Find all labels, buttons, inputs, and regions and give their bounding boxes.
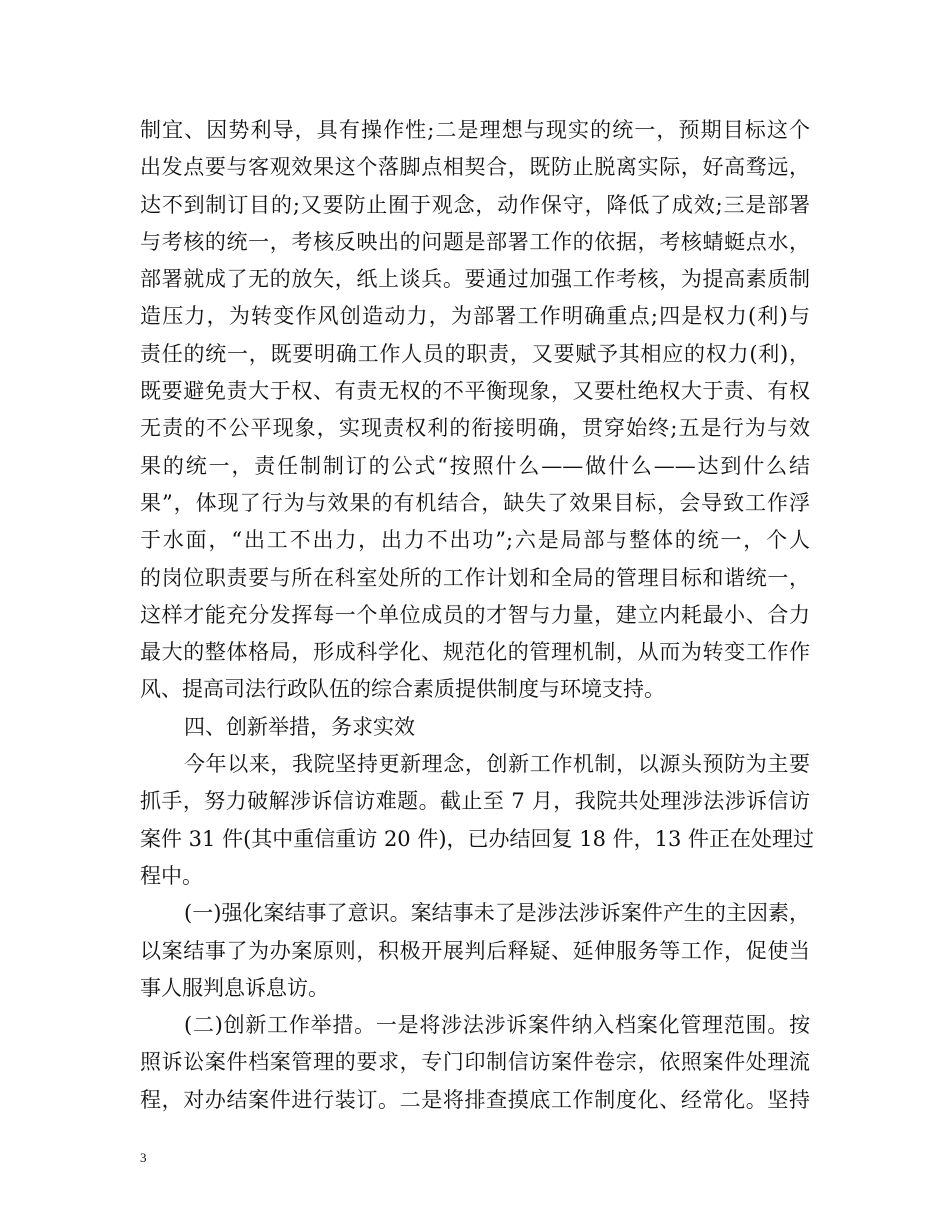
text-line: 于水面，“出工不出力，出力不出功”;六是局部与整体的统一，个人 [140,528,810,553]
text-line: 最大的整体格局，形成科学化、规范化的管理机制，从而为转变工作作 [140,640,810,665]
text-line: 程，对办结案件进行装订。二是将排查摸底工作制度化、经常化。坚持 [140,1087,810,1112]
text-line: 风、提高司法行政队伍的综合素质提供制度与环境支持。 [140,677,665,702]
text-line: 抓手，努力破解涉诉信访难题。截止至 7 月，我院共处理涉法涉诉信访 [140,789,810,814]
text-line: 果”，体现了行为与效果的有机结合，缺失了效果目标，会导致工作浮 [140,490,810,515]
text-line: 的岗位职责要与所在科室处所的工作计划和全局的管理目标和谐统一， [140,565,810,590]
text-line: 照诉讼案件档案管理的要求，专门印制信访案件卷宗，依照案件处理流 [140,1050,810,1075]
text-line: 以案结事了为办案原则，积极开展判后释疑、延伸服务等工作，促使当 [140,938,810,963]
text-line: (二)创新工作举措。一是将涉法涉诉案件纳入档案化管理范围。按 [184,1013,810,1038]
text-line: 无责的不公平现象，实现责权利的衔接明确，贯穿始终;五是行为与效 [140,416,810,441]
text-line: 程中。 [140,863,203,888]
text-line: 与考核的统一，考核反映出的问题是部署工作的依据，考核蜻蜓点水， [140,229,810,254]
text-line: 造压力，为转变作风创造动力，为部署工作明确重点;四是权力(利)与 [140,304,810,329]
text-line: 果的统一，责任制制订的公式“按照什么——做什么——达到什么结 [140,453,810,478]
text-line: (一)强化案结事了意识。案结事未了是涉法涉诉案件产生的主因素， [184,901,810,926]
text-line: 事人服判息诉息访。 [140,975,329,1000]
text-line: 案件 31 件(其中重信重访 20 件)，已办结回复 18 件，13 件正在处理过 [140,826,814,851]
text-line: 部署就成了无的放矢，纸上谈兵。要通过加强工作考核，为提高素质制 [140,267,810,292]
text-line: 制宜、因势利导，具有操作性;二是理想与现实的统一，预期目标这个 [140,118,810,142]
page-number: 3 [140,1150,147,1165]
section-heading: 四、创新举措，务求实效 [184,714,415,739]
text-line: 既要避免责大于权、有责无权的不平衡现象，又要杜绝权大于责、有权 [140,379,810,404]
body-text [140,112,814,1119]
text-line: 责任的统一，既要明确工作人员的职责，又要赋予其相应的权力(利)， [140,341,810,366]
text-line: 出发点要与客观效果这个落脚点相契合，既防止脱离实际，好高骛远， [140,155,810,180]
text-line: 这样才能充分发挥每一个单位成员的才智与力量，建立内耗最小、合力 [140,602,810,627]
text-line: 今年以来，我院坚持更新理念，创新工作机制，以源头预防为主要 [184,752,810,777]
text-line: 达不到制订目的;又要防止囿于观念，动作保守，降低了成效;三是部署 [140,192,810,217]
